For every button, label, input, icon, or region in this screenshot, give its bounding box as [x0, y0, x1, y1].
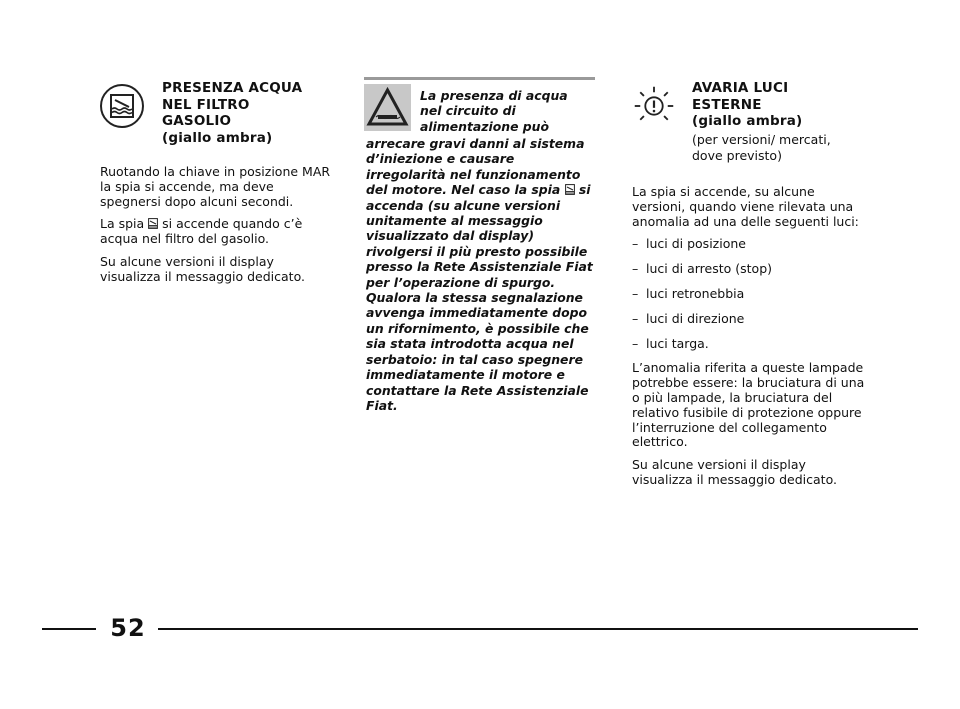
warning-text: arrecare gravi danni al sistema d’iniezione e causare irregolarità nel funzionamento del motore. Nel caso la spia si accenda (su alcune versioni unitamente al messaggio visualizzato dal display) rivolgersi il più presto possibile presso la Rete Assistenziale Fiat per l’operazione di spurgo. Qualora la stessa segnalazione avvenga immediatamente dopo un rifornimento, è possibile che sia stata introdotta acqua nel serbatoio: in tal caso spegnere immediatamente il motore e contattare la Rete Assistenziale Fiat. — [366, 136, 593, 413]
exterior-lights-color: (giallo ambra) — [692, 113, 803, 129]
water-filter-title: PRESENZA ACQUA NEL FILTRO GASOLIO (giallo ambra) — [162, 80, 303, 146]
exterior-lights-failure-icon — [632, 84, 676, 128]
water-filter-color: (giallo ambra) — [162, 129, 273, 146]
list-item: – luci retronebbia — [632, 285, 745, 301]
exterior-lights-text: La spia si accende, su alcune versioni, quando viene rilevata una anomalia ad una delle seguenti luci: – luci di posizione – luci di arresto (stop) – luci retronebbia – luci di direzione – luci targa. L’anomalia riferita a queste lampade potrebbe essere: la bruciatura di una o più lampade, la bruciatura del relativo fusibile di protezione oppure l’interruzione del collegamento elettrico. Su alcune versioni il display visualizza il messaggio dedicato. — [632, 185, 868, 496]
list-item: – luci di arresto (stop) — [632, 261, 773, 277]
footer-rule-left — [42, 628, 96, 630]
list-item: – luci di posizione — [632, 236, 746, 252]
water-in-fuel-filter-icon — [100, 84, 144, 128]
warning-top-rule — [364, 77, 595, 80]
list-item: – luci targa. — [632, 335, 709, 351]
water-in-fuel-filter-icon — [565, 184, 575, 195]
exterior-lights-title: AVARIA LUCI ESTERNE (giallo ambra) — [692, 80, 803, 129]
water-filter-text: Ruotando la chiave in posizione MAR la spia si accende, ma deve spegnersi dopo alcuni secondi. La spia si accende quando c’è acqua nel filtro del gasolio. Su alcune versioni il display visualizza il messaggio dedicato. — [100, 164, 331, 284]
warning-heading-lines: La presenza di acqua nel circuito di alimentazione può — [420, 88, 568, 134]
footer-rule-right — [158, 628, 918, 630]
list-item: – luci di direzione — [632, 310, 745, 326]
water-in-fuel-filter-icon — [148, 218, 158, 229]
page-number: 52 — [110, 614, 146, 642]
exterior-lights-note: (per versioni/ mercati, dove previsto) — [692, 132, 831, 163]
warning-triangle-icon — [364, 84, 411, 131]
